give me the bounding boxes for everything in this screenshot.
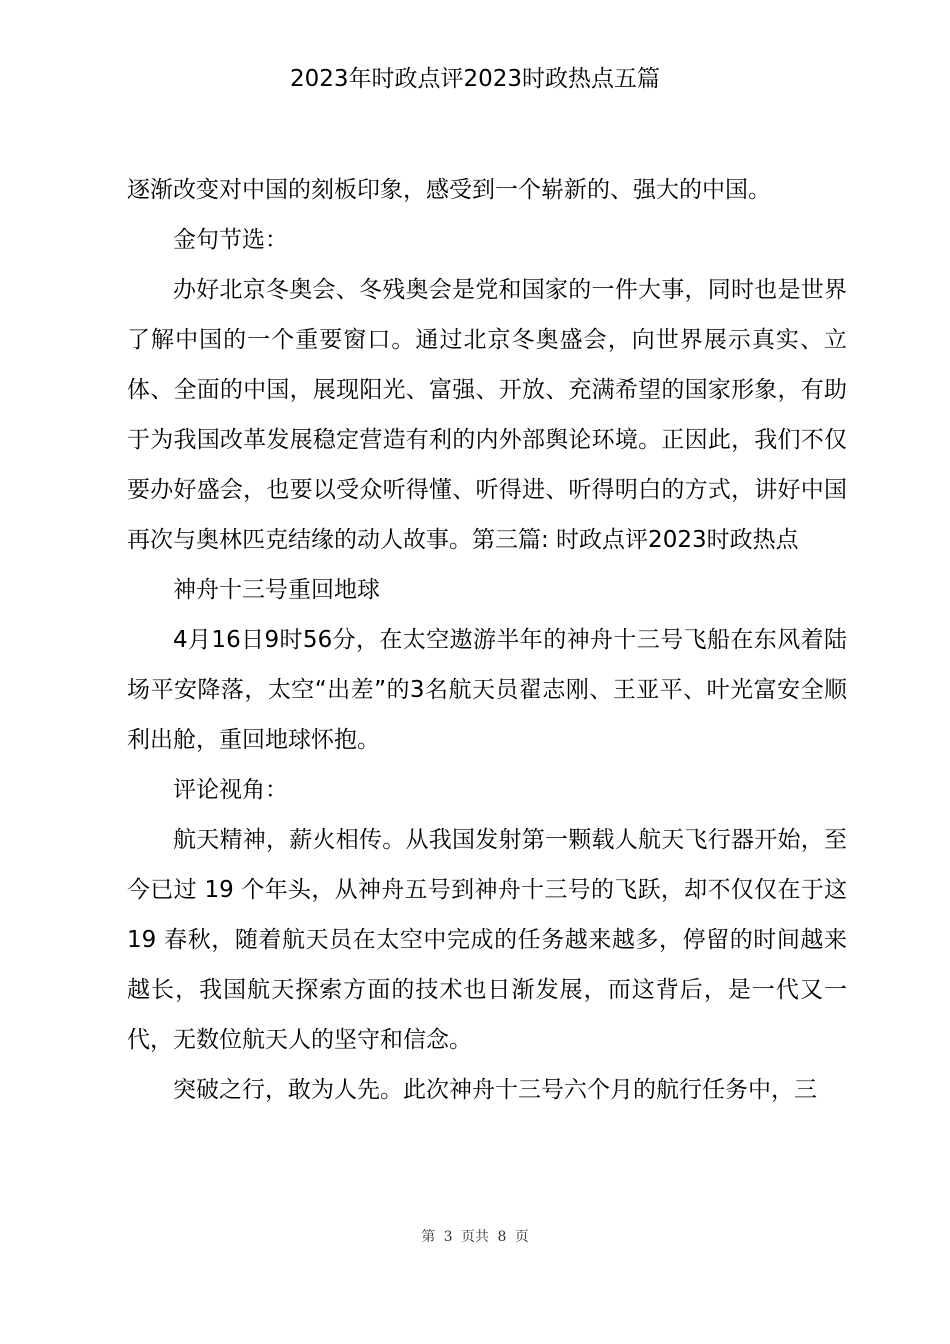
page-title: 2023年时政点评2023时政热点五篇 [289, 66, 661, 92]
paragraph-commentary-heading: 评论视角： [173, 777, 288, 803]
paragraph-golden-quotes: 办好北京冬奥会、冬残奥会是党和国家的一件大事，同时也是世界了解中国的一个重要窗口。通过北京冬奥盛会，向世界展示真实、立体、全面的中国，展现阳光、富强、开放、充满希望的国家形象，有助于为我国改革发展稳定营造有利的内外部舆论环境。正因此，我们不仅要办好盛会，也要以受众听得懂、听得进、听得明白的方式，讲好中国再次与奥林匹克结缘的动人故事。第三篇: 时政点评2023时政热点 [127, 277, 847, 553]
paragraph-continuation: 逐渐改变对中国的刻板印象，感受到一个崭新的、强大的中国。 [127, 177, 771, 203]
document-body [127, 165, 847, 1115]
paragraph-commentary-breakthrough: 突破之行，敢为人先。此次神舟十三号六个月的航行任务中，三 [173, 1077, 817, 1103]
paragraph-golden-quotes-heading: 金句节选： [173, 227, 288, 253]
page-number-footer: 第 3 页共 8 页 [421, 1229, 529, 1245]
paragraph-commentary-spirit: 航天精神，薪火相传。从我国发射第一颗载人航天飞行器开始，至今已过 19 个年头，从神舟五号到神舟十三号的飞跃，却不仅仅在于这 19 春秋，随着航天员在太空中完成的任务越来越多，停留的时间越来越长，我国航天探索方面的技术也日渐发展，而这背后，是一代又一代，无数位航天人的坚守和信念。 [127, 827, 847, 1053]
paragraph-shenzhou-news: 4月16日9时56分，在太空遨游半年的神舟十三号飞船在东风着陆场平安降落，太空“出差”的3名航天员翟志刚、王亚平、叶光富安全顺利出舱，重回地球怀抱。 [127, 627, 847, 753]
paragraph-shenzhou-heading: 神舟十三号重回地球 [173, 577, 380, 603]
